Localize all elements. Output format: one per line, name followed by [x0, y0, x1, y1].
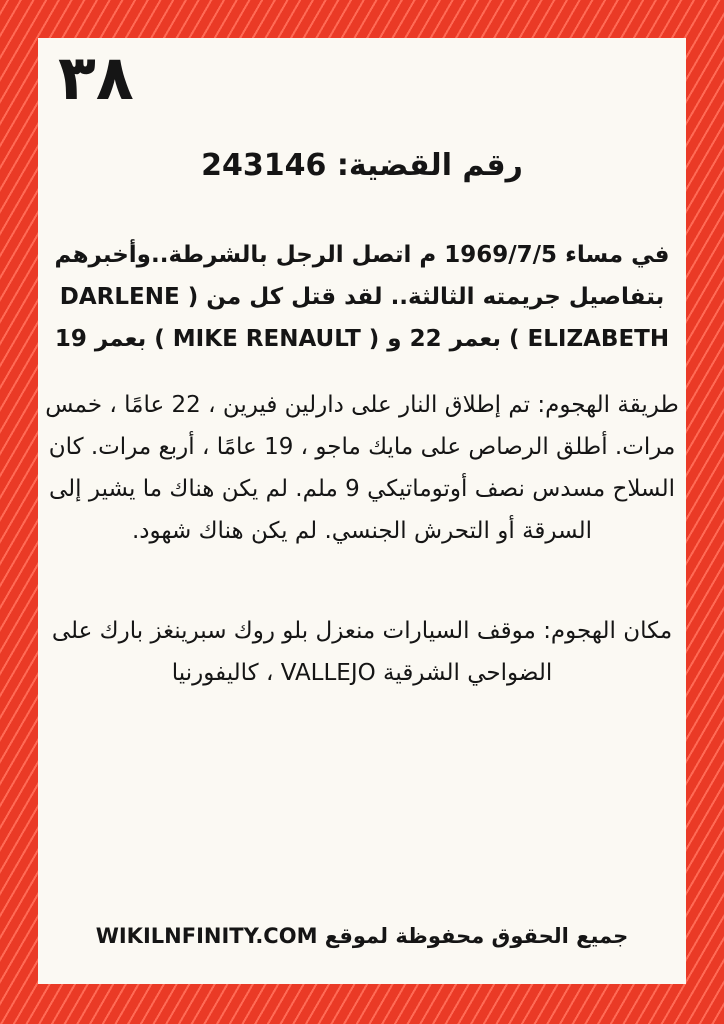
- paragraph-attack-method: طريقة الهجوم: تم إطلاق النار على دارلين فيرين ، 22 عامًا ، خمس مرات. أطلق الرصاص على مايك ماجو ، 19 عامًا ، أربع مرات. كان السلاح مسدس نصف أوتوماتيكي 9 ملم. لم يكن هناك ما يشير إلى السرقة أو التحرش الجنسي. لم يكن هناك شهود.: [45, 392, 679, 544]
- paragraph-attack-location: مكان الهجوم: موقف السيارات منعزل بلو روك سبرينغز بارك على الضواحي الشرقية VALLEJO ، كاليفورنيا: [51, 618, 673, 686]
- copyright-footer: جميع الحقوق محفوظة لموقع WIKILNFINITY.COM: [95, 924, 629, 948]
- paragraph-call-details: في مساء 1969/7/5 م اتصل الرجل بالشرطة..وأخبرهم بتفاصيل جريمته الثالثة.. لقد قتل كل من ( DARLENE ELIZABETH ) بعمر 22 و ( MIKE RENAULT ) بعمر 19: [54, 242, 670, 352]
- content-card: [38, 38, 686, 984]
- page-number: ٣٨: [58, 41, 134, 114]
- case-title: رقم القضية: 243146: [201, 148, 523, 183]
